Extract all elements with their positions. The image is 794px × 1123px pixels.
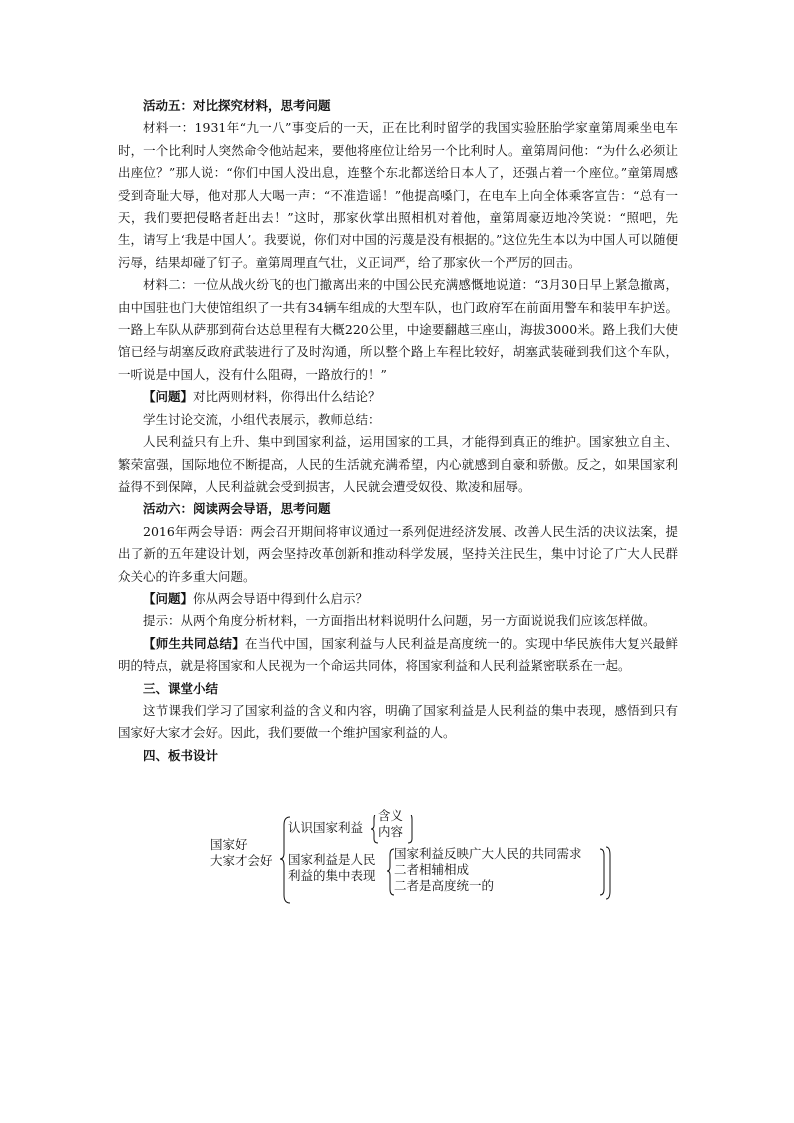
discussion-paragraph: 学生讨论交流，小组代表展示，教师总结： <box>143 411 381 427</box>
board-branch2-line2: 利益的集中表现 <box>288 868 376 883</box>
summary-tag: 【师生共同总结】 <box>143 635 245 651</box>
section3-text: 这节课我们学习了国家利益的含义和内容，明确了国家利益是人民利益的集中表现，感悟到只有国家好大家才会好。因此，我们要做一个维护国家利益的人。 <box>118 702 678 741</box>
board-branch2-line1: 国家利益是人民 <box>288 852 376 867</box>
branch1-bracket <box>371 815 378 843</box>
board-design <box>208 808 628 905</box>
board-root-line1: 国家好 <box>210 837 248 852</box>
board-branch2-item3: 二者是高度统一的 <box>394 878 495 893</box>
question-tag: 【问题】 <box>143 389 194 405</box>
branch2-bracket <box>387 849 394 895</box>
branch2-close-bracket <box>600 849 604 895</box>
outer-close-bracket <box>606 847 610 899</box>
document-body <box>118 95 678 767</box>
board-branch1-item1: 含义 <box>378 808 404 823</box>
activity5-question <box>118 386 678 408</box>
material2-paragraph: 材料二：一位从战火纷飞的也门撤离出来的中国公民充满感慨地说道：“3月30日早上紧急撤离，由中国驻也门大使馆组织了一共有34辆车组成的大型车队，也门政府军在前面用警车和装甲车护送。一路上车队从萨那到荷台达总里程有大概220公里，中途要翻越三座山，海拔3000米。路上我们大使馆已经与胡塞反政府武装进行了及时沟通，所以整个路上车程比较好，胡塞武装碰到我们这个车队，一听说是中国人，没有什么阻碍，一路放行的！” <box>118 277 678 382</box>
question-tag: 【问题】 <box>143 590 194 606</box>
branch1-close-bracket <box>408 815 412 843</box>
board-root-line2: 大家才会好 <box>210 853 273 868</box>
activity6-intro: 2016年两会导语：两会召开期间将审议通过一系列促进经济发展、改善人民生活的决议法案，提出了新的五年建设计划，两会坚持改革创新和推动科学发展，坚持关注民生，集中讨论了广大人民群众关心的许多重大问题。 <box>118 523 678 584</box>
activity6-question <box>118 588 678 610</box>
board-branch2-item2: 二者相辅相成 <box>394 862 470 877</box>
activity6-heading: 活动六：阅读两会导语，思考问题 <box>143 501 331 517</box>
material1-paragraph: 材料一：1931年“九一八”事变后的一天，正在比利时留学的我国实验胚胎学家童第周乘坐电车时，一个比利时人突然命令他站起来，要他将座位让给另一个比利时人。童第周问他：“为什么必须让出座位？”那人说：“你们中国人没出息，连整个东北都送给日本人了，还强占着一个座位。”童第周感受到奇耻大辱，他对那人大喝一声：“不准造谣！”他提高嗓门，在电车上向全体乘客宣告：“总有一天，我们要把侵略者赶出去！”这时，那家伙掌出照相机对着他，童第周豪迈地冷笑说：“照吧，先生，请写上‘我是中国人’。我要说，你们对中国的污蔑是没有根据的。”这位先生本以为中国人可以随便污辱，结果却碰了钉子。童第周理直气壮，义正词严，给了那家伙一个严厉的回击。 <box>118 120 678 270</box>
conclusion-paragraph: 人民利益只有上升、集中到国家利益，运用国家的工具，才能得到真正的维护。国家独立自主、繁荣富强，国际地位不断提高，人民的生活就充满希望，内心就感到自豪和骄傲。反之，如果国家利益得不到保障，人民利益就会受到损害，人民就会遭受奴役、欺凌和屈辱。 <box>118 434 678 494</box>
activity5-heading: 活动五：对比探究材料，思考问题 <box>143 98 331 113</box>
summary-text: 在当代中国，国家利益与人民利益是高度统一的。实现中华民族伟大复兴最鲜明的特点，就是将国家和人民视为一个命运共同体，将国家利益和人民利益紧密联系在一起。 <box>118 635 678 674</box>
board-branch1: 认识国家利益 <box>288 820 364 835</box>
board-branch2-item1: 国家利益反映广大人民的共同需求 <box>394 846 582 861</box>
summary-paragraph <box>118 633 678 678</box>
question-text: 你从两会导语中得到什么启示？ <box>193 590 369 606</box>
board-branch1-item2: 内容 <box>378 824 404 839</box>
question-text: 对比两则材料，你得出什么结论？ <box>193 389 381 405</box>
section4-heading: 四、板书设计 <box>143 747 219 763</box>
section3-heading: 三、课堂小结 <box>143 680 219 696</box>
hint-paragraph: 提示：从两个角度分析材料，一方面指出材料说明什么问题，另一方面说说我们应该怎样做。 <box>143 613 656 629</box>
